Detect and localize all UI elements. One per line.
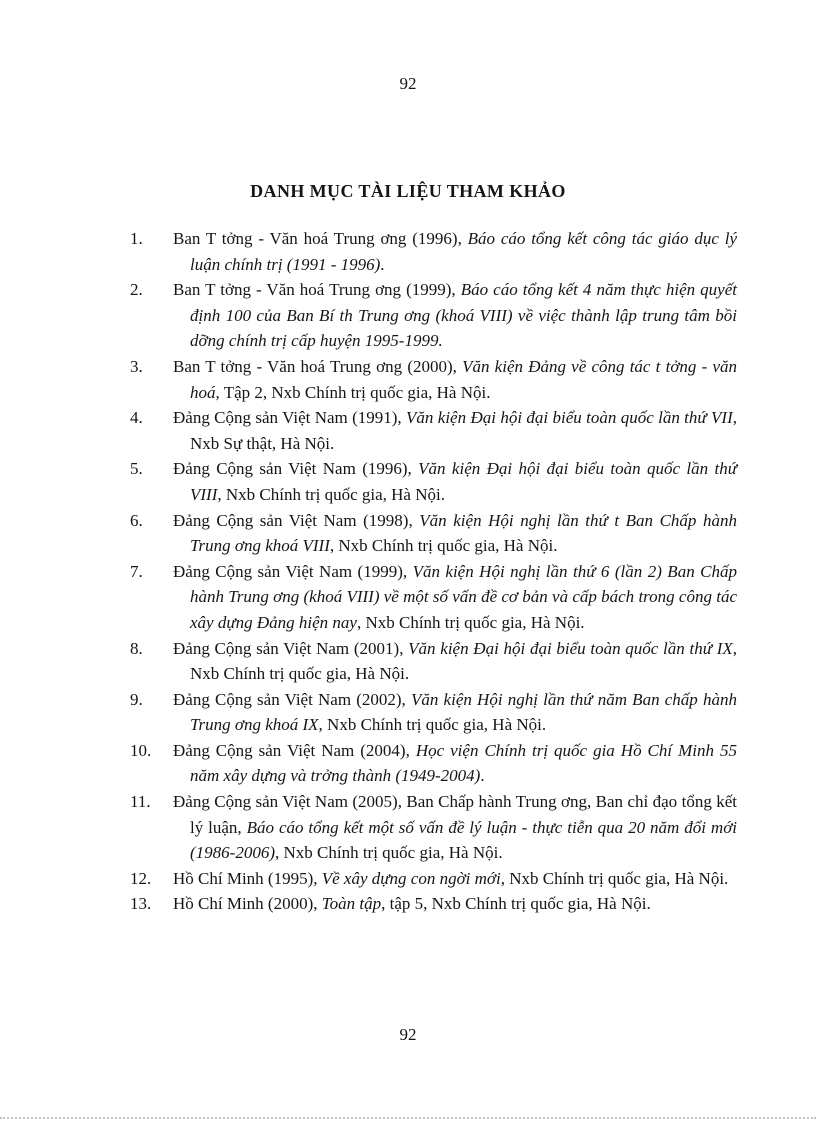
reference-text: Đảng Cộng sản Việt Nam (2005), Ban Chấp hành Trung ơng, Ban chỉ đạo tổng kết lý luận, Báo cáo tổng kết một số vấn đề lý luận - thực tiễn qua 20 năm đổi mới (1986-2006), Nxb Chính trị quốc gia, Hà Nội.: [173, 792, 737, 863]
reference-number: 11.: [130, 792, 151, 812]
reference-text: Đảng Cộng sản Việt Nam (1996), Văn kiện Đại hội đại biểu toàn quốc lần thứ VIII, Nxb Chính trị quốc gia, Hà Nội.: [173, 459, 737, 504]
reference-number: 7.: [130, 561, 143, 581]
reference-text: Đảng Cộng sản Việt Nam (2001), Văn kiện Đại hội đại biểu toàn quốc lần thứ IX, Nxb Chính trị quốc gia, Hà Nội.: [173, 638, 737, 684]
reference-number: 3.: [130, 356, 143, 376]
reference-item: [130, 559, 737, 636]
reference-number: 6.: [130, 510, 143, 530]
reference-text: Đảng Cộng sản Việt Nam (2002), Văn kiện Hội nghị lần thứ năm Ban chấp hành Trung ơng khoá IX, Nxb Chính trị quốc gia, Hà Nội.: [173, 689, 737, 735]
reference-text: Ban T tởng - Văn hoá Trung ơng (2000), Văn kiện Đảng về công tác t tởng - văn hoá, Tập 2, Nxb Chính trị quốc gia, Hà Nội.: [173, 356, 737, 402]
reference-text: Ban T tởng - Văn hoá Trung ơng (1996), Báo cáo tổng kết công tác giáo dục lý luận chính trị (1991 - 1996).: [173, 229, 737, 274]
reference-text: Hồ Chí Minh (2000), Toàn tập, tập 5, Nxb Chính trị quốc gia, Hà Nội.: [173, 894, 651, 914]
reference-number: 4.: [130, 408, 143, 428]
reference-item: [130, 226, 737, 277]
reference-number: 1.: [130, 229, 143, 248]
page-number-top: 92: [399, 74, 417, 93]
page-bottom-dotted-divider: [0, 1117, 816, 1119]
reference-number: 8.: [130, 638, 143, 658]
reference-item: [130, 789, 737, 866]
reference-number: 13.: [130, 894, 152, 914]
reference-text: Đảng Cộng sản Việt Nam (2004), Học viện Chính trị quốc gia Hồ Chí Minh 55 năm xây dựng và trởng thành (1949-2004).: [173, 740, 737, 786]
reference-item: [130, 866, 737, 892]
reference-number: 12.: [130, 868, 152, 888]
reference-number: 10.: [130, 740, 152, 760]
page-number-bottom: 92: [399, 1025, 417, 1044]
reference-text: Hồ Chí Minh (1995), Về xây dựng con ngời mới, Nxb Chính trị quốc gia, Hà Nội.: [173, 868, 729, 888]
reference-item: [130, 508, 737, 559]
page-title: DANH MỤC TÀI LIỆU THAM KHẢO: [250, 181, 566, 201]
reference-item: [130, 277, 737, 354]
reference-number: 9.: [130, 689, 143, 709]
reference-text: Đảng Cộng sản Việt Nam (1998), Văn kiện Hội nghị lần thứ t Ban Chấp hành Trung ơng khoá VIII, Nxb Chính trị quốc gia, Hà Nội.: [173, 510, 737, 556]
reference-item: [130, 636, 737, 687]
reference-number: 5.: [130, 459, 143, 479]
reference-number: 2.: [130, 280, 143, 300]
reference-item: [130, 687, 737, 738]
reference-item: [130, 891, 737, 917]
reference-item: [130, 456, 737, 507]
reference-text: Đảng Cộng sản Việt Nam (1999), Văn kiện Hội nghị lần thứ 6 (lần 2) Ban Chấp hành Trung ơng (khoá VIII) về một số vấn đề cơ bản và cấp bách trong công tác xây dựng Đảng hiện nay, Nxb Chính trị quốc gia, Hà Nội.: [173, 561, 737, 632]
reference-item: [130, 354, 737, 405]
references-list: [130, 226, 737, 917]
reference-text: Ban T tởng - Văn hoá Trung ơng (1999), Báo cáo tổng kết 4 năm thực hiện quyết định 100 của Ban Bí th Trung ơng (khoá VIII) về việc thành lập trung tâm bồi dỡng chính trị cấp huyện 1995-1999.: [173, 280, 737, 351]
reference-item: [130, 738, 737, 789]
reference-text: Đảng Cộng sản Việt Nam (1991), Văn kiện Đại hội đại biểu toàn quốc lần thứ VII, Nxb Sự thật, Hà Nội.: [173, 408, 737, 453]
reference-item: [130, 405, 737, 456]
